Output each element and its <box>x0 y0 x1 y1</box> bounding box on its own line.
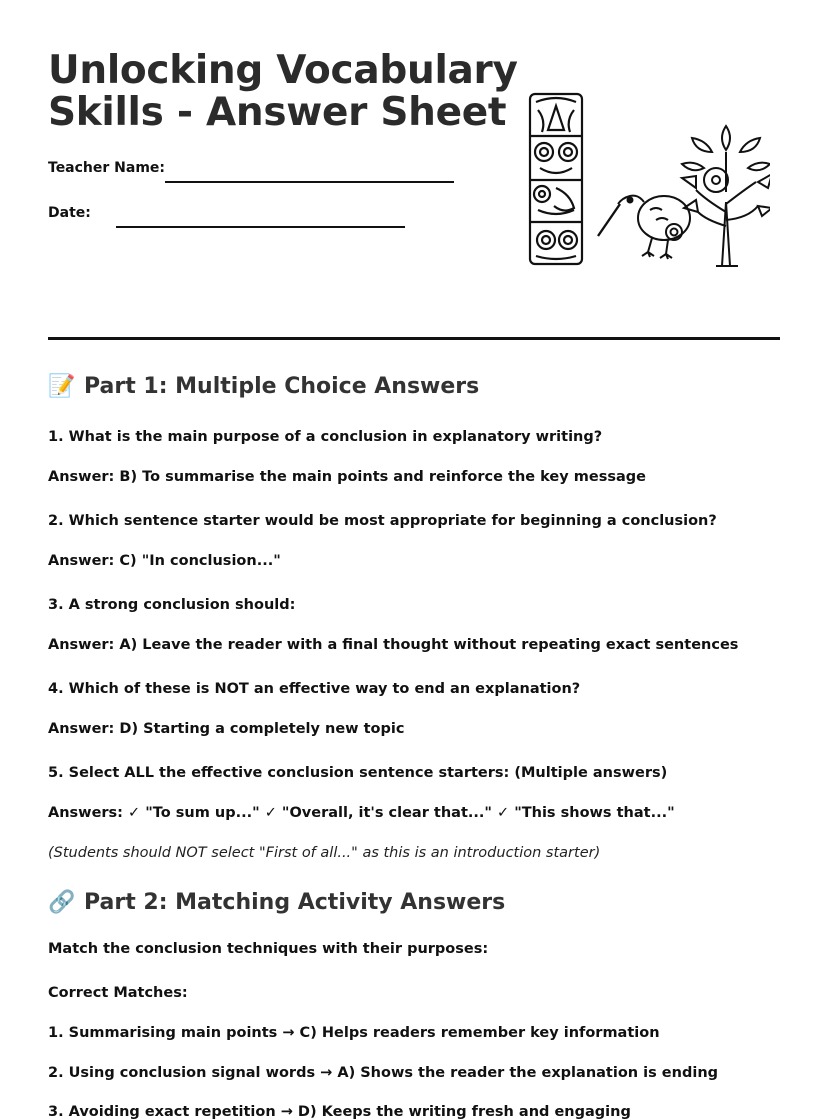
date-label: Date: <box>48 205 91 221</box>
part2-heading <box>48 890 505 915</box>
teacher-name-label: Teacher Name: <box>48 160 166 176</box>
question-5: 5. Select ALL the effective conclusion sentence starters: (Multiple answers) <box>48 765 668 781</box>
part1-heading <box>48 374 479 399</box>
answer-5-note: (Students should NOT select "First of all..." as this is an introduction starter) <box>48 845 601 861</box>
title-line-1: Unlocking Vocabulary <box>48 48 518 93</box>
question-1: 1. What is the main purpose of a conclusion in explanatory writing? <box>48 429 603 445</box>
teacher-name-line[interactable] <box>165 181 454 183</box>
correct-matches-label: Correct Matches: <box>48 985 188 1001</box>
question-2: 2. Which sentence starter would be most appropriate for beginning a conclusion? <box>48 513 717 529</box>
match-3: 3. Avoiding exact repetition → D) Keeps the writing fresh and engaging <box>48 1104 631 1120</box>
matching-instruction: Match the conclusion techniques with their purposes: <box>48 941 489 957</box>
question-4: 4. Which of these is NOT an effective way to end an explanation? <box>48 681 581 697</box>
title-line-2: Skills - Answer Sheet <box>48 90 507 135</box>
flowering-tree-icon <box>682 126 770 266</box>
answer-4: Answer: D) Starting a completely new topic <box>48 721 405 737</box>
question-3: 3. A strong conclusion should: <box>48 597 296 613</box>
link-icon: 🔗 <box>48 890 76 915</box>
header-divider <box>48 337 780 340</box>
part2-heading-text: Part 2: Matching Activity Answers <box>84 890 506 915</box>
carved-pou-icon <box>530 94 582 264</box>
match-1: 1. Summarising main points → C) Helps readers remember key information <box>48 1025 660 1041</box>
answer-3: Answer: A) Leave the reader with a final thought without repeating exact sentences <box>48 637 739 653</box>
part1-heading-text: Part 1: Multiple Choice Answers <box>84 374 480 399</box>
answer-2: Answer: C) "In conclusion..." <box>48 553 281 569</box>
kiwi-bird-icon <box>598 196 690 259</box>
answer-1: Answer: B) To summarise the main points and reinforce the key message <box>48 469 646 485</box>
maori-illustration <box>526 92 770 270</box>
match-2: 2. Using conclusion signal words → A) Shows the reader the explanation is ending <box>48 1065 719 1081</box>
answer-5: Answers: ✓ "To sum up..." ✓ "Overall, it's clear that..." ✓ "This shows that..." <box>48 805 675 821</box>
date-line[interactable] <box>116 226 405 228</box>
page-title <box>48 50 518 134</box>
memo-icon: 📝 <box>48 374 76 399</box>
